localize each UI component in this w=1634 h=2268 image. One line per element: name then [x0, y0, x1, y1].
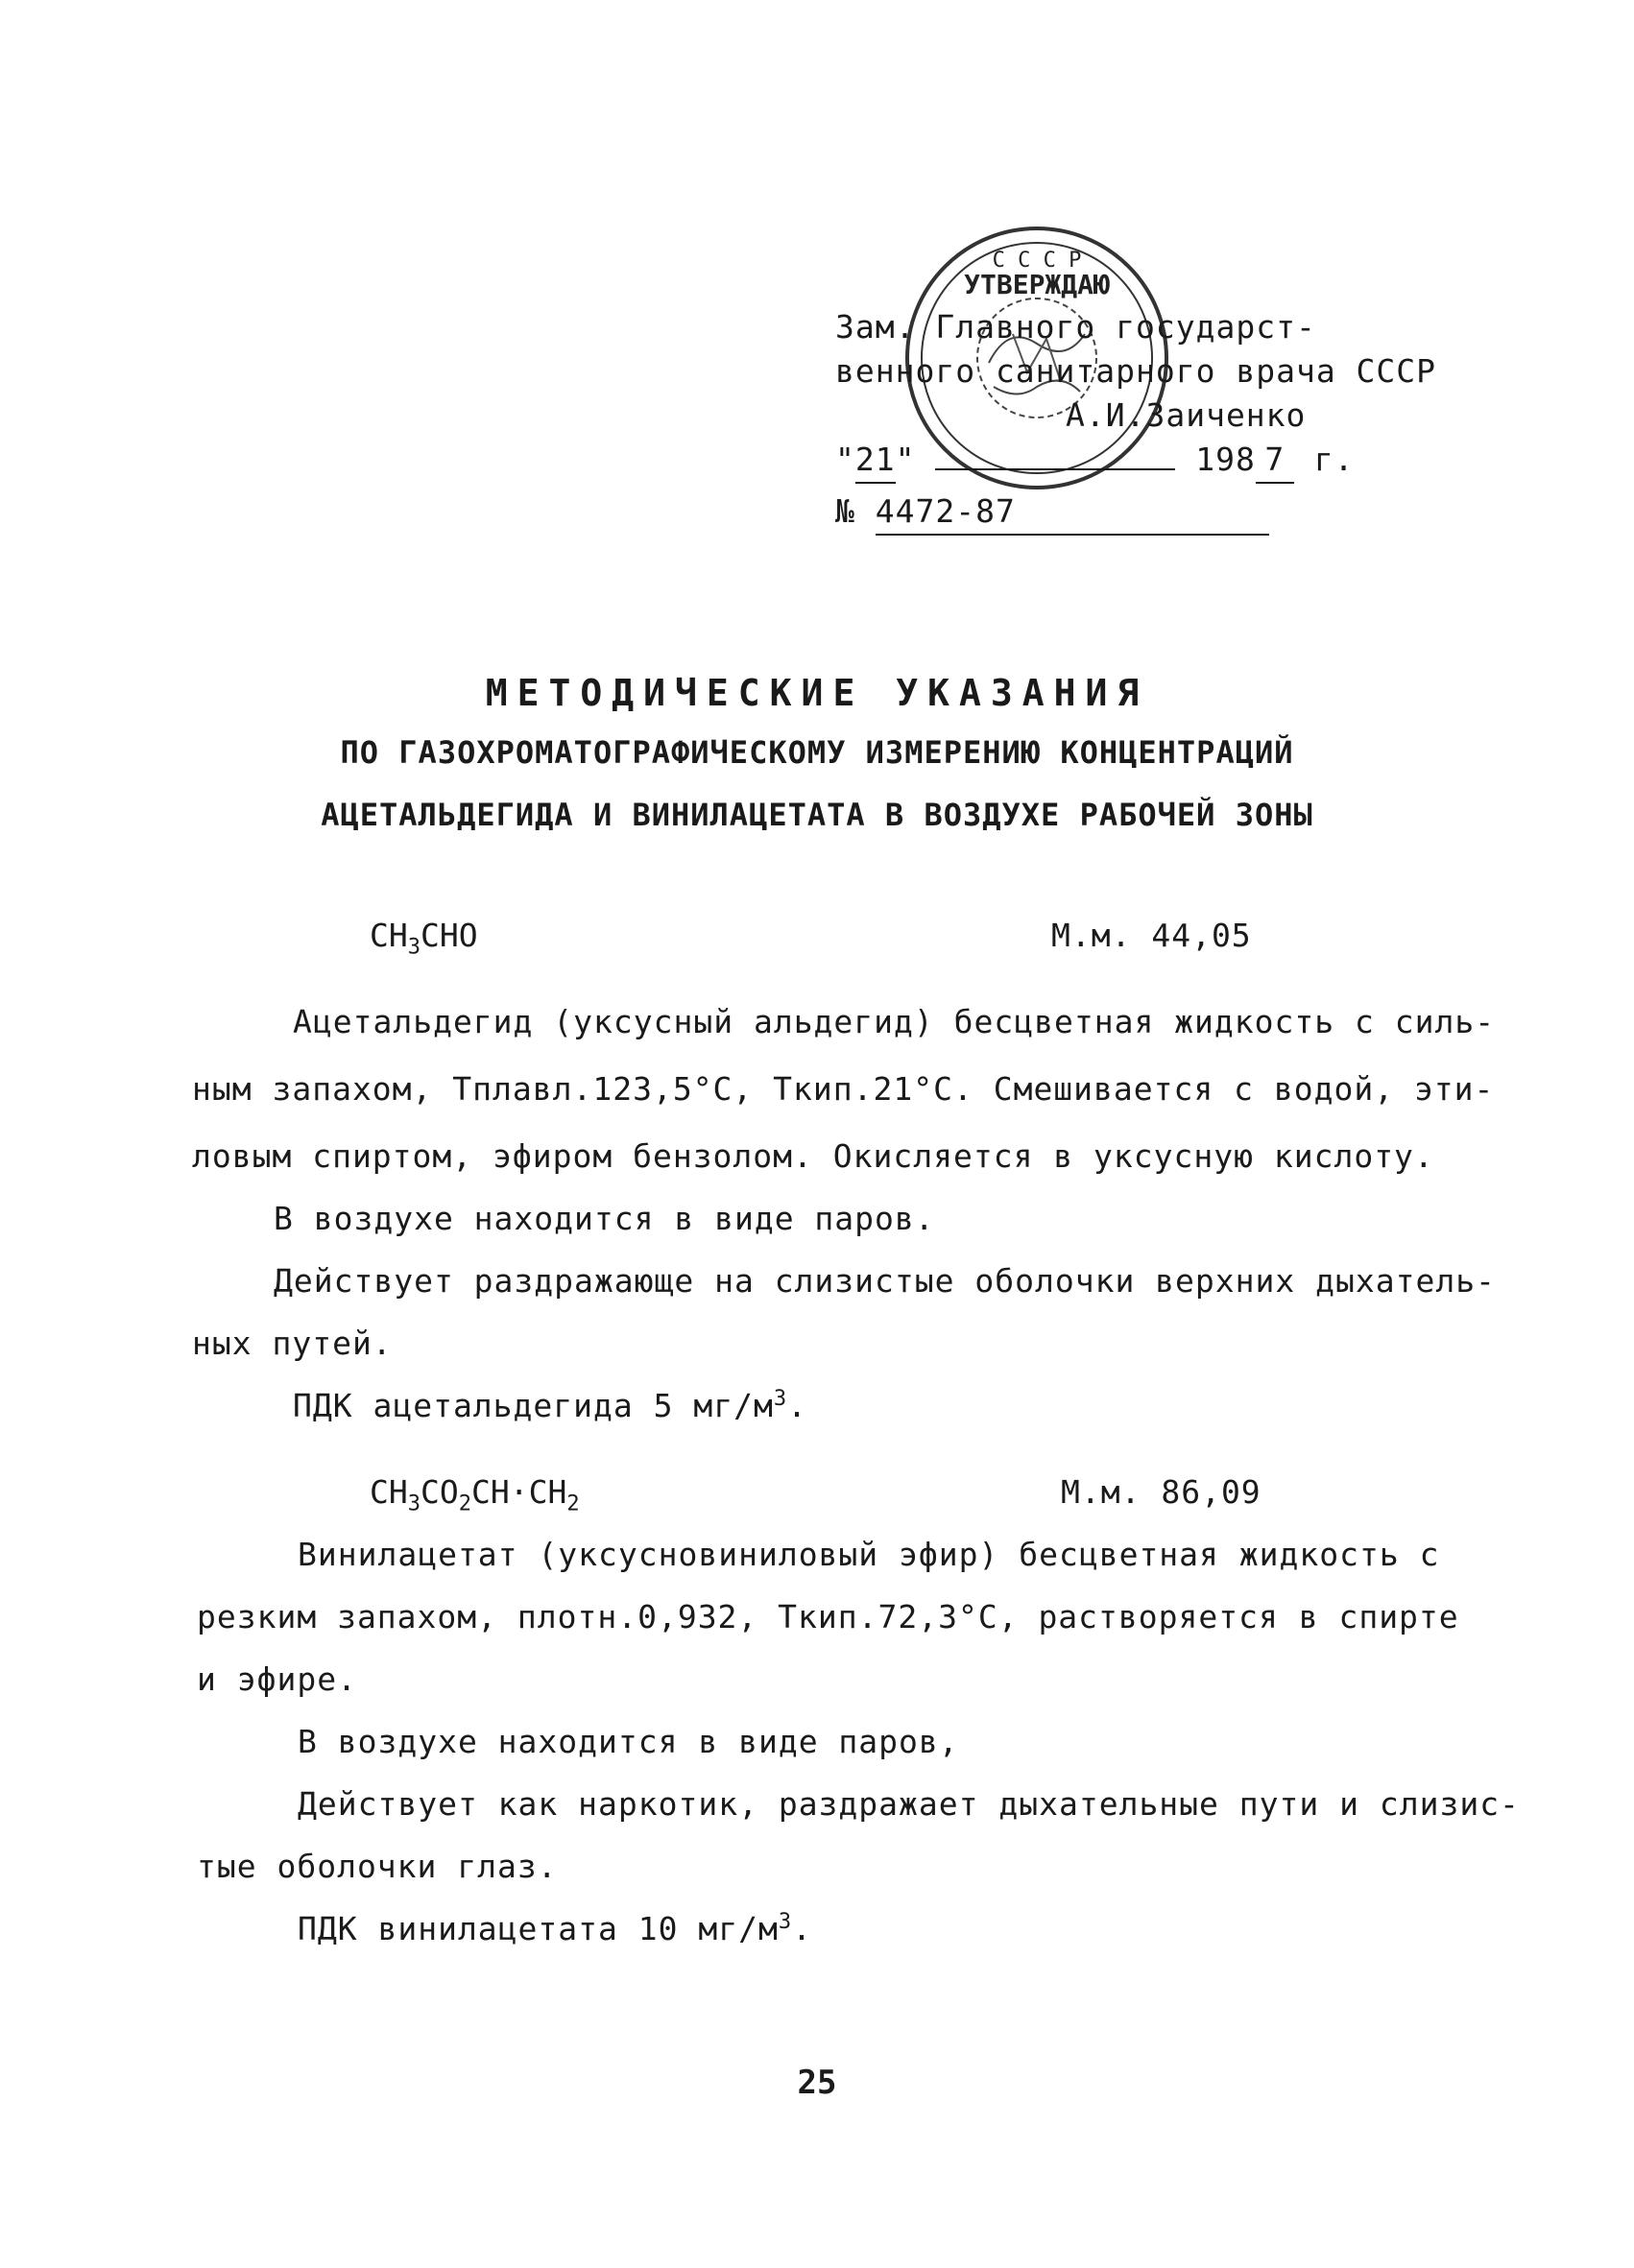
- date-year-suffix: 7: [1256, 438, 1294, 484]
- reg-prefix: №: [835, 492, 855, 530]
- vinyl-acetate-formula: $CH_3CO_2CH\cdot CH_2$: [370, 1473, 580, 1516]
- approval-line-1: Зам. Главного государст-: [835, 308, 1316, 346]
- acetaldehyde-formula: $CH_3CHO$: [370, 917, 478, 960]
- acetaldehyde-molar-mass: М.м. 44,05: [1051, 917, 1252, 954]
- vinyl-acetate-desc-3: и эфире.: [197, 1660, 357, 1698]
- approval-block: [835, 305, 1450, 536]
- vinyl-acetate-pdk: ПДК винилацетата 10 $мг/м^3$.: [298, 1910, 812, 1947]
- acetaldehyde-desc-1: Ацетальдегид (уксусный альдегид) бесцветная жидкость с силь-: [293, 1003, 1496, 1040]
- vinyl-acetate-desc-1: Винилацетат (уксусновиниловый эфир) бесцветная жидкость с: [298, 1536, 1440, 1573]
- vinyl-acetate-effect-1: Действует как наркотик, раздражает дыхательные пути и слизис-: [298, 1785, 1520, 1823]
- vinyl-acetate-air: В воздухе находится в виде паров,: [298, 1723, 959, 1760]
- vinyl-acetate-desc-2: резким запахом, плотн.0,932, Ткип.72,3°C, растворяется в спирте: [197, 1598, 1459, 1635]
- document-subtitle-2: АЦЕТАЛЬДЕГИДА И ВИНИЛАЦЕТАТА В ВОЗДУХЕ РАБОЧЕЙ ЗОНЫ: [321, 797, 1313, 833]
- document-title: МЕТОДИЧЕСКИЕ УКАЗАНИЯ: [485, 672, 1149, 714]
- registration-line: [835, 489, 1450, 536]
- acetaldehyde-pdk: ПДК ацетальдегида 5 $мг/м^3$.: [293, 1387, 807, 1424]
- reg-number: 4472-87: [876, 489, 1269, 536]
- approval-date: "21" 198 7 г.: [835, 438, 1450, 484]
- seal-lettering: С С С Р: [992, 249, 1082, 273]
- date-day: 21: [855, 438, 896, 484]
- acetaldehyde-desc-2: ным запахом, Тплавл.123,5°C, Ткип.21°C. Смешивается с водой, эти-: [192, 1070, 1495, 1108]
- page-number: 25: [797, 2064, 837, 2102]
- acetaldehyde-effect-1: Действует раздражающе на слизистые оболочки верхних дыхатель-: [274, 1262, 1496, 1300]
- date-month-line: [935, 468, 1175, 470]
- acetaldehyde-effect-2: ных путей.: [192, 1325, 393, 1362]
- vinyl-acetate-molar-mass: М.м. 86,09: [1061, 1473, 1262, 1511]
- date-suffix: г.: [1313, 441, 1355, 478]
- acetaldehyde-air: В воздухе находится в виде паров.: [274, 1200, 935, 1237]
- approval-line-2: венного санитарного врача СССР: [835, 352, 1437, 390]
- date-year-prefix: 198: [1195, 441, 1256, 478]
- stamp-approved-text: УТВЕРЖДАЮ: [964, 269, 1110, 300]
- acetaldehyde-desc-3: ловым спиртом, эфиром бензолом. Окисляется в уксусную кислоту.: [192, 1137, 1434, 1175]
- document-subtitle-1: ПО ГАЗОХРОМАТОГРАФИЧЕСКОМУ ИЗМЕРЕНИЮ КОНЦЕНТРАЦИЙ: [340, 734, 1294, 771]
- vinyl-acetate-effect-2: тые оболочки глаз.: [197, 1848, 558, 1885]
- approval-signatory: А.И.Заиченко: [1066, 396, 1307, 434]
